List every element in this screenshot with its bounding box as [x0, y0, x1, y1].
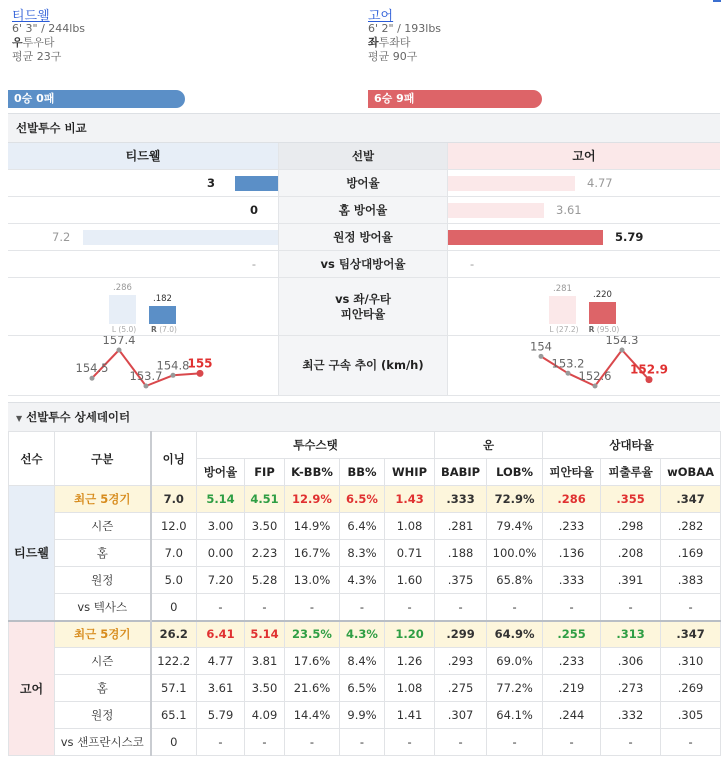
detail-cell: 4.3%: [340, 567, 385, 594]
velo-segment: [173, 373, 200, 375]
split-R-tag: R (7.0): [151, 325, 177, 334]
compare-left-bar: [235, 176, 278, 191]
split-R-value: .182: [153, 294, 172, 304]
head-group-stat: 투수스탯: [197, 432, 435, 459]
detail-innings: 26.2: [151, 621, 197, 648]
velo-label: 154.8: [156, 358, 190, 373]
detail-table: [8, 431, 721, 756]
head-col[interactable]: LOB%: [487, 459, 543, 486]
collapse-triangle-icon[interactable]: ▼: [16, 414, 23, 423]
detail-cell: .355: [601, 486, 661, 513]
compare-right-cell: [448, 224, 720, 250]
detail-innings: 7.0: [151, 540, 197, 567]
detail-cell: 6.5%: [340, 486, 385, 513]
compare-right-value: 4.77: [587, 176, 613, 190]
detail-cell: 1.08: [385, 675, 435, 702]
compare-right-bar: [448, 176, 575, 191]
velo-point: [117, 348, 122, 353]
detail-cell: .298: [601, 513, 661, 540]
velo-point: [197, 370, 204, 377]
detail-cell: .269: [661, 675, 721, 702]
velo-chart-left: [8, 336, 278, 395]
detail-category: vs 텍사스: [55, 594, 151, 621]
detail-innings: 0: [151, 729, 197, 756]
detail-cell: 100.0%: [487, 540, 543, 567]
detail-cell: -: [661, 729, 721, 756]
detail-cell: 14.4%: [285, 702, 340, 729]
detail-cell: -: [285, 729, 340, 756]
detail-cell: -: [661, 594, 721, 621]
detail-category: 최근 5경기: [55, 486, 151, 513]
detail-section-title[interactable]: ▼ 선발투수 상세데이터: [8, 402, 720, 432]
detail-cell: .310: [661, 648, 721, 675]
head-col[interactable]: FIP: [245, 459, 285, 486]
detail-cell: .333: [435, 486, 487, 513]
detail-cell: 17.6%: [285, 648, 340, 675]
head-col[interactable]: wOBAA: [661, 459, 721, 486]
detail-cell: .219: [543, 675, 601, 702]
detail-row: [9, 675, 721, 702]
compare-left-value: 0: [249, 203, 258, 217]
detail-cell: 1.08: [385, 513, 435, 540]
velo-point: [539, 354, 544, 359]
detail-cell: .333: [543, 567, 601, 594]
detail-cell: -: [245, 594, 285, 621]
detail-cell: 3.61: [197, 675, 245, 702]
split-L-tag: L (27.2): [549, 325, 579, 334]
detail-cell: .188: [435, 540, 487, 567]
detail-row: [9, 486, 721, 513]
detail-cell: 6.41: [197, 621, 245, 648]
detail-pitcher-name: 티드웰: [9, 486, 55, 621]
split-R-bar: [149, 306, 176, 324]
detail-cell: .208: [601, 540, 661, 567]
detail-cell: .299: [435, 621, 487, 648]
detail-innings: 65.1: [151, 702, 197, 729]
compare-row: [8, 224, 720, 251]
detail-cell: -: [487, 729, 543, 756]
detail-pitcher-name: 고어: [9, 621, 55, 756]
detail-cell: 1.26: [385, 648, 435, 675]
detail-cell: .307: [435, 702, 487, 729]
velo-label: 154: [530, 339, 552, 354]
compare-center-head: 선발: [278, 143, 448, 169]
detail-cell: .169: [661, 540, 721, 567]
velo-label: 153.7: [129, 369, 163, 383]
detail-row: [9, 594, 721, 621]
velo-label: 155: [187, 356, 213, 371]
split-R-value: .220: [593, 290, 612, 300]
split-R-bar: [589, 302, 616, 324]
detail-row: [9, 702, 721, 729]
detail-innings: 0: [151, 594, 197, 621]
top-link-indicator: [713, 0, 721, 2]
detail-cell: 12.9%: [285, 486, 340, 513]
detail-cell: 4.51: [245, 486, 285, 513]
velo-label: 최근 구속 추이 (km/h): [278, 336, 448, 395]
detail-cell: 7.20: [197, 567, 245, 594]
compare-header-row: [8, 143, 720, 170]
detail-cell: 5.14: [197, 486, 245, 513]
detail-cell: .313: [601, 621, 661, 648]
detail-cell: 0.71: [385, 540, 435, 567]
detail-cell: 21.6%: [285, 675, 340, 702]
detail-cell: 1.20: [385, 621, 435, 648]
detail-cell: .281: [435, 513, 487, 540]
detail-cell: .306: [601, 648, 661, 675]
detail-cell: .282: [661, 513, 721, 540]
compare-section-title: 선발투수 비교: [8, 113, 720, 143]
compare-right-bar: [448, 203, 544, 218]
detail-cell: .391: [601, 567, 661, 594]
pitcher-name-link-left[interactable]: 티드웰: [12, 9, 50, 24]
detail-cell: 1.60: [385, 567, 435, 594]
detail-category: vs 샌프란시스코: [55, 729, 151, 756]
record-bar-right: 6승 9패: [368, 90, 542, 108]
detail-cell: -: [601, 594, 661, 621]
detail-innings: 7.0: [151, 486, 197, 513]
compare-row: [8, 197, 720, 224]
detail-cell: -: [385, 594, 435, 621]
compare-right-cell: [448, 197, 720, 223]
head-pitcher: 선수: [9, 432, 55, 486]
velo-point: [593, 384, 598, 389]
velo-label: 154.3: [605, 336, 639, 347]
detail-cell: 1.41: [385, 702, 435, 729]
detail-cell: 65.8%: [487, 567, 543, 594]
split-L-bar: [109, 295, 136, 324]
head-group-luck: 운: [435, 432, 543, 459]
detail-row: [9, 513, 721, 540]
split-L-tag: L (5.0): [111, 325, 137, 334]
head-category: 구분: [55, 432, 151, 486]
detail-cell: .332: [601, 702, 661, 729]
detail-cell: 5.14: [245, 621, 285, 648]
detail-innings: 57.1: [151, 675, 197, 702]
split-L-value: .281: [553, 284, 572, 294]
detail-category: 원정: [55, 567, 151, 594]
detail-row: [9, 648, 721, 675]
detail-cell: 72.9%: [487, 486, 543, 513]
detail-row: [9, 567, 721, 594]
compare-label: 방어율: [278, 170, 448, 196]
detail-cell: .233: [543, 513, 601, 540]
velo-point: [620, 348, 625, 353]
detail-cell: 0.00: [197, 540, 245, 567]
compare-left-value: -: [251, 257, 256, 271]
detail-row: [9, 729, 721, 756]
head-innings: 이닝: [151, 432, 197, 486]
split-label: vs 좌/우타 피안타율: [278, 278, 448, 335]
compare-right-value: 5.79: [615, 230, 644, 244]
detail-cell: -: [601, 729, 661, 756]
detail-cell: -: [340, 729, 385, 756]
detail-cell: .273: [601, 675, 661, 702]
detail-category: 시즌: [55, 648, 151, 675]
detail-cell: .375: [435, 567, 487, 594]
detail-category: 홈: [55, 675, 151, 702]
split-R-tag: R (95.0): [588, 325, 620, 334]
detail-cell: 5.79: [197, 702, 245, 729]
detail-cell: .233: [543, 648, 601, 675]
compare-row: [8, 170, 720, 197]
detail-cell: -: [487, 594, 543, 621]
pitcher-hand-right: 좌투좌타: [368, 36, 411, 49]
detail-category: 홈: [55, 540, 151, 567]
head-group-opp: 상대타율: [543, 432, 721, 459]
velo-point: [90, 376, 95, 381]
compare-left-cell: [8, 251, 278, 277]
detail-cell: 3.00: [197, 513, 245, 540]
detail-category: 최근 5경기: [55, 621, 151, 648]
pitcher-header-left: [12, 0, 312, 64]
detail-cell: .255: [543, 621, 601, 648]
detail-cell: 2.23: [245, 540, 285, 567]
detail-cell: 1.43: [385, 486, 435, 513]
detail-category: 원정: [55, 702, 151, 729]
detail-cell: -: [197, 729, 245, 756]
velo-chart-right: [448, 336, 720, 395]
velo-label: 153.2: [551, 356, 585, 371]
head-col[interactable]: WHIP: [385, 459, 435, 486]
velo-label: 154.5: [75, 361, 109, 376]
detail-innings: 12.0: [151, 513, 197, 540]
detail-cell: 8.4%: [340, 648, 385, 675]
pitcher-header-right: [368, 0, 668, 64]
detail-cell: -: [435, 729, 487, 756]
detail-cell: -: [245, 729, 285, 756]
detail-cell: -: [435, 594, 487, 621]
detail-cell: 6.4%: [340, 513, 385, 540]
velo-point: [646, 376, 653, 383]
detail-cell: 3.81: [245, 648, 285, 675]
split-avg-right: [448, 278, 720, 335]
detail-cell: 8.3%: [340, 540, 385, 567]
detail-cell: 77.2%: [487, 675, 543, 702]
detail-cell: .275: [435, 675, 487, 702]
pitcher-name-link-right[interactable]: 고어: [368, 9, 394, 24]
detail-cell: 3.50: [245, 513, 285, 540]
compare-right-cell: [448, 170, 720, 196]
detail-cell: .347: [661, 621, 721, 648]
velo-label: 152.9: [630, 362, 668, 377]
head-col[interactable]: BABIP: [435, 459, 487, 486]
compare-left-value: 7.2: [52, 230, 71, 244]
detail-cell: 13.0%: [285, 567, 340, 594]
detail-row: [9, 540, 721, 567]
detail-cell: .305: [661, 702, 721, 729]
detail-cell: .244: [543, 702, 601, 729]
pitcher-avg-pitches-left: 평균 23구: [12, 50, 62, 63]
detail-category: 시즌: [55, 513, 151, 540]
compare-label: 홈 방어율: [278, 197, 448, 223]
velo-label: 152.6: [578, 369, 612, 383]
detail-cell: 4.09: [245, 702, 285, 729]
detail-cell: .347: [661, 486, 721, 513]
velo-point: [144, 384, 149, 389]
detail-cell: 64.9%: [487, 621, 543, 648]
detail-cell: 79.4%: [487, 513, 543, 540]
detail-cell: 3.50: [245, 675, 285, 702]
detail-cell: 69.0%: [487, 648, 543, 675]
detail-cell: 5.28: [245, 567, 285, 594]
detail-cell: 64.1%: [487, 702, 543, 729]
pitcher-size-left: 6' 3" / 244lbs: [12, 22, 86, 35]
detail-cell: 16.7%: [285, 540, 340, 567]
compare-right-value: 3.61: [556, 203, 582, 217]
compare-left-cell: [8, 224, 278, 250]
record-bar-left: 0승 0패: [8, 90, 185, 108]
compare-right-cell: [448, 251, 720, 277]
compare-right-value: -: [470, 257, 475, 271]
detail-cell: .293: [435, 648, 487, 675]
compare-left-bar: [83, 230, 278, 245]
detail-innings: 5.0: [151, 567, 197, 594]
compare-row: [8, 251, 720, 278]
compare-right-bar: [448, 230, 603, 245]
head-col[interactable]: K-BB%: [285, 459, 340, 486]
detail-row: [9, 621, 721, 648]
pitcher-hand-left: 우투우타: [12, 36, 55, 49]
split-L-value: .286: [113, 283, 132, 293]
compare-label: 원정 방어율: [278, 224, 448, 250]
compare-right-name: 고어: [448, 143, 720, 169]
detail-cell: -: [285, 594, 340, 621]
pitcher-avg-pitches-right: 평균 90구: [368, 50, 418, 63]
detail-cell: 4.77: [197, 648, 245, 675]
detail-cell: -: [197, 594, 245, 621]
compare-left-cell: [8, 197, 278, 223]
head-col[interactable]: BB%: [340, 459, 385, 486]
split-avg-left: [8, 278, 278, 335]
compare-velo-row: [8, 336, 720, 396]
velo-point: [171, 373, 176, 378]
detail-cell: .383: [661, 567, 721, 594]
compare-left-cell: [8, 170, 278, 196]
detail-cell: -: [543, 729, 601, 756]
compare-left-value: 3: [206, 176, 215, 190]
detail-cell: -: [385, 729, 435, 756]
detail-innings: 122.2: [151, 648, 197, 675]
compare-left-name: 티드웰: [8, 143, 278, 169]
compare-label: vs 팀상대방어율: [278, 251, 448, 277]
head-col[interactable]: 방어율: [197, 459, 245, 486]
head-col[interactable]: 피출루율: [601, 459, 661, 486]
head-col[interactable]: 피안타율: [543, 459, 601, 486]
detail-cell: 6.5%: [340, 675, 385, 702]
detail-cell: -: [543, 594, 601, 621]
detail-cell: 4.3%: [340, 621, 385, 648]
pitcher-size-right: 6' 2" / 193lbs: [368, 22, 442, 35]
compare-split-row: [8, 278, 720, 336]
detail-cell: .136: [543, 540, 601, 567]
velo-label: 157.4: [102, 336, 136, 347]
detail-cell: 23.5%: [285, 621, 340, 648]
detail-cell: -: [340, 594, 385, 621]
velo-point: [566, 371, 571, 376]
detail-cell: 9.9%: [340, 702, 385, 729]
split-L-bar: [549, 296, 576, 324]
detail-cell: .286: [543, 486, 601, 513]
detail-cell: 14.9%: [285, 513, 340, 540]
